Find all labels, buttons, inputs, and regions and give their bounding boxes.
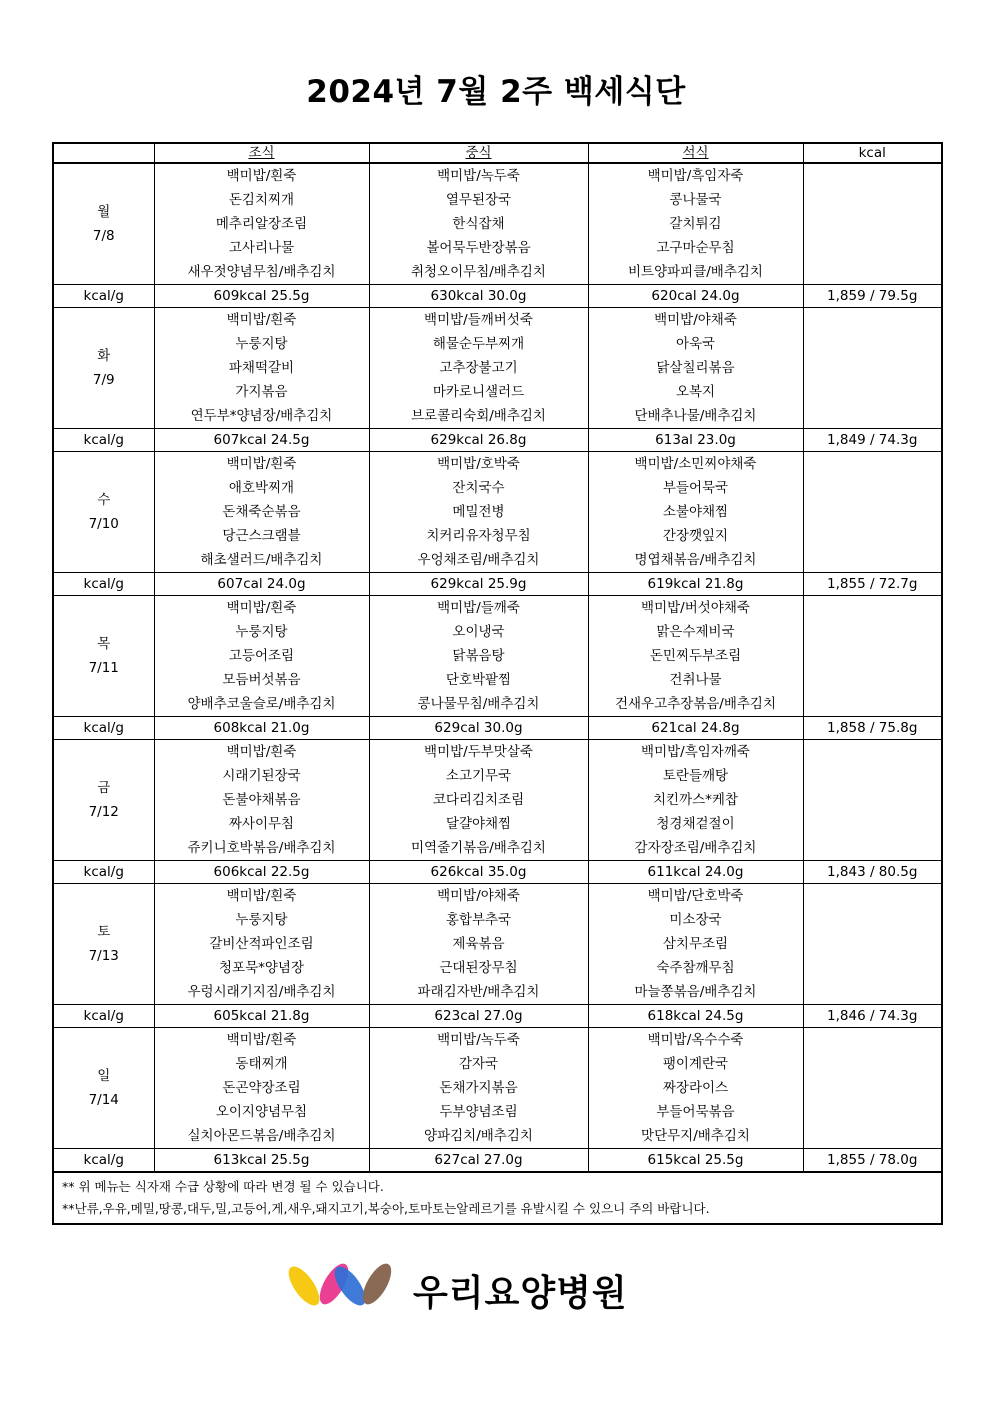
menu-item: 백미밥/옥수수죽 [647, 1032, 744, 1048]
day-name: 화 [97, 348, 111, 364]
menu-item: 고구마순무침 [656, 240, 735, 256]
menu-item: 돈채죽순볶음 [222, 504, 301, 520]
menu-item: 우렁시래기지짐/배추김치 [187, 984, 336, 1000]
lunch-menu-cell [369, 1028, 588, 1149]
day-name: 토 [97, 924, 111, 940]
menu-item: 마늘쫑볶음/배추김치 [634, 984, 757, 1000]
kcal-label: kcal/g [53, 1005, 154, 1028]
menu-item: 백미밥/들깨버섯죽 [424, 312, 533, 328]
kcal-empty-cell [803, 308, 942, 429]
notes-row [53, 1172, 942, 1224]
lunch-menu-cell [369, 884, 588, 1005]
menu-item: 건새우고추장볶음/배추김치 [614, 696, 777, 712]
menu-item: 백미밥/흰죽 [226, 312, 297, 328]
day-cell [53, 452, 154, 573]
menu-item: 갈치튀김 [669, 216, 722, 232]
menu-item: 두부양념조림 [439, 1104, 518, 1120]
menu-item: 새우젓양념무침/배추김치 [187, 264, 336, 280]
dinner-menu-cell [588, 884, 803, 1005]
day-date: 7/9 [92, 372, 115, 388]
menu-item: 백미밥/흰죽 [226, 744, 297, 760]
menu-item: 해초샐러드/배추김치 [200, 552, 323, 568]
breakfast-menu-cell [154, 740, 369, 861]
kcal-lunch: 629cal 30.0g [369, 717, 588, 740]
menu-item: 백미밥/호박죽 [437, 456, 520, 472]
menu-item: 짜장라이스 [662, 1080, 729, 1096]
menu-item: 코다리김치조림 [432, 792, 525, 808]
menu-item: 당근스크램블 [222, 528, 301, 544]
kcal-row [53, 717, 942, 740]
menu-item: 누룽지탕 [235, 912, 288, 928]
menu-item: 팽이계란국 [662, 1056, 729, 1072]
menu-item: 백미밥/녹두죽 [437, 168, 520, 184]
day-cell [53, 1028, 154, 1149]
menu-item: 홍합부추국 [445, 912, 512, 928]
menu-item: 백미밥/단호박죽 [647, 888, 744, 904]
menu-item: 쥬키니호박볶음/배추김치 [187, 840, 336, 856]
day-name: 수 [97, 492, 111, 508]
kcal-dinner: 615kcal 25.5g [588, 1149, 803, 1173]
menu-item: 돈불야채볶음 [222, 792, 301, 808]
header-breakfast: 조식 [154, 143, 369, 163]
kcal-label: kcal/g [53, 1149, 154, 1173]
kcal-breakfast: 607cal 24.0g [154, 573, 369, 596]
day-cell [53, 308, 154, 429]
menu-item: 미역줄기볶음/배추김치 [411, 840, 546, 856]
menu-item: 연두부*양념장/배추김치 [190, 408, 333, 424]
kcal-dinner: 611kcal 24.0g [588, 861, 803, 884]
menu-item: 콩나물국 [669, 192, 722, 208]
kcal-dinner: 618kcal 24.5g [588, 1005, 803, 1028]
menu-item: 양파김치/배추김치 [424, 1128, 533, 1144]
menu-table [52, 142, 943, 1225]
menu-item: 실치아몬드볶음/배추김치 [187, 1128, 336, 1144]
breakfast-menu-cell [154, 596, 369, 717]
kcal-empty-cell [803, 596, 942, 717]
kcal-label: kcal/g [53, 717, 154, 740]
kcal-total: 1,858 / 75.8g [803, 717, 942, 740]
menu-item: 백미밥/흰죽 [226, 888, 297, 904]
menu-item: 근대된장무침 [439, 960, 518, 976]
kcal-breakfast: 613kcal 25.5g [154, 1149, 369, 1173]
menu-item: 오복지 [675, 384, 716, 400]
day-date: 7/13 [88, 948, 119, 964]
note-line: ** 위 메뉴는 식자재 수급 상황에 따라 변경 될 수 있습니다. [62, 1179, 384, 1194]
menu-row [53, 452, 942, 573]
menu-item: 건취나물 [669, 672, 722, 688]
menu-item: 동태찌개 [235, 1056, 288, 1072]
menu-item: 우엉채조림/배추김치 [417, 552, 540, 568]
header-dinner: 석식 [588, 143, 803, 163]
day-name: 목 [97, 636, 111, 652]
menu-item: 청포묵*양념장 [219, 960, 304, 976]
dinner-menu-cell [588, 452, 803, 573]
lunch-menu-cell [369, 308, 588, 429]
day-name: 월 [97, 204, 111, 220]
menu-row [53, 740, 942, 861]
menu-item: 맛단무지/배추김치 [641, 1128, 750, 1144]
menu-item: 치커리유자청무침 [426, 528, 531, 544]
dinner-menu-cell [588, 163, 803, 285]
kcal-dinner: 620cal 24.0g [588, 285, 803, 308]
menu-item: 돈채가지볶음 [439, 1080, 518, 1096]
kcal-total: 1,859 / 79.5g [803, 285, 942, 308]
dinner-menu-cell [588, 308, 803, 429]
header-kcal: kcal [803, 143, 942, 163]
kcal-total: 1,846 / 74.3g [803, 1005, 942, 1028]
kcal-row [53, 861, 942, 884]
kcal-total: 1,855 / 72.7g [803, 573, 942, 596]
day-cell [53, 596, 154, 717]
menu-item: 오이냉국 [452, 624, 505, 640]
kcal-lunch: 626kcal 35.0g [369, 861, 588, 884]
kcal-total: 1,849 / 74.3g [803, 429, 942, 452]
menu-item: 백미밥/흰죽 [226, 168, 297, 184]
menu-item: 미소장국 [669, 912, 722, 928]
menu-item: 백미밥/흰죽 [226, 1032, 297, 1048]
menu-item: 가지볶음 [235, 384, 288, 400]
menu-item: 백미밥/흑임자죽 [647, 168, 744, 184]
menu-item: 잔치국수 [452, 480, 505, 496]
menu-item: 백미밥/소민찌야채죽 [634, 456, 757, 472]
menu-row [53, 1028, 942, 1149]
kcal-dinner: 613al 23.0g [588, 429, 803, 452]
logo-text: 우리요양병원 [413, 1273, 628, 1314]
header-row [53, 143, 942, 163]
menu-item: 파채떡갈비 [228, 360, 295, 376]
menu-item: 비트양파피클/배추김치 [628, 264, 763, 280]
menu-item: 백미밥/흰죽 [226, 600, 297, 616]
menu-item: 열무된장국 [445, 192, 512, 208]
menu-item: 누룽지탕 [235, 624, 288, 640]
menu-item: 삼치무조림 [662, 936, 729, 952]
menu-item: 백미밥/버섯야채죽 [641, 600, 750, 616]
note-line: **난류,우유,메밀,땅콩,대두,밀,고등어,게,새우,돼지고기,복숭아,토마토는알레르기를 유발시킬 수 있으니 주의 바랍니다. [62, 1201, 710, 1216]
day-date: 7/8 [92, 228, 115, 244]
menu-item: 아욱국 [675, 336, 716, 352]
menu-item: 오이지양념무침 [215, 1104, 308, 1120]
kcal-dinner: 621cal 24.8g [588, 717, 803, 740]
menu-item: 브로콜리숙회/배추김치 [411, 408, 546, 424]
page-title: 2024년 7월 2주 백세식단 [306, 74, 686, 110]
dinner-menu-cell [588, 596, 803, 717]
kcal-row [53, 285, 942, 308]
menu-item: 짜사이무침 [228, 816, 295, 832]
menu-item: 제육볶음 [452, 936, 505, 952]
logo-petal [283, 1262, 325, 1310]
kcal-lunch: 627cal 27.0g [369, 1149, 588, 1173]
kcal-dinner: 619kcal 21.8g [588, 573, 803, 596]
day-date: 7/11 [88, 660, 119, 676]
kcal-empty-cell [803, 163, 942, 285]
kcal-empty-cell [803, 452, 942, 573]
menu-item: 양배추코울슬로/배추김치 [187, 696, 336, 712]
kcal-lunch: 623cal 27.0g [369, 1005, 588, 1028]
header-lunch: 중식 [369, 143, 588, 163]
menu-item: 해물순두부찌개 [432, 336, 525, 352]
kcal-empty-cell [803, 740, 942, 861]
breakfast-menu-cell [154, 884, 369, 1005]
menu-row [53, 308, 942, 429]
menu-row [53, 884, 942, 1005]
menu-item: 콩나물무침/배추김치 [417, 696, 540, 712]
menu-item: 애호박찌개 [228, 480, 295, 496]
menu-item: 고등어조림 [228, 648, 295, 664]
menu-item: 감자장조림/배추김치 [634, 840, 757, 856]
kcal-label: kcal/g [53, 429, 154, 452]
kcal-total: 1,843 / 80.5g [803, 861, 942, 884]
menu-item: 닭볶음탕 [452, 648, 505, 664]
menu-item: 숙주참깨무침 [656, 960, 735, 976]
header-blank [53, 143, 154, 163]
dinner-menu-cell [588, 1028, 803, 1149]
menu-item: 맑은수제비국 [656, 624, 735, 640]
menu-item: 메밀전병 [452, 504, 505, 520]
lunch-menu-cell [369, 452, 588, 573]
menu-item: 달걀야채찜 [445, 816, 512, 832]
kcal-label: kcal/g [53, 861, 154, 884]
menu-item: 누룽지탕 [235, 336, 288, 352]
kcal-breakfast: 606kcal 22.5g [154, 861, 369, 884]
menu-item: 시래기된장국 [222, 768, 301, 784]
menu-item: 소고기무국 [445, 768, 512, 784]
menu-item: 한식잡채 [452, 216, 505, 232]
menu-item: 부들어묵국 [662, 480, 729, 496]
lunch-menu-cell [369, 740, 588, 861]
kcal-total: 1,855 / 78.0g [803, 1149, 942, 1173]
menu-item: 마카로니샐러드 [432, 384, 525, 400]
breakfast-menu-cell [154, 308, 369, 429]
menu-item: 고추장불고기 [439, 360, 518, 376]
menu-row [53, 596, 942, 717]
menu-item: 닭살칠리볶음 [656, 360, 735, 376]
menu-item: 토란들깨탕 [662, 768, 729, 784]
breakfast-menu-cell [154, 1028, 369, 1149]
menu-item: 모듬버섯볶음 [222, 672, 301, 688]
kcal-label: kcal/g [53, 573, 154, 596]
day-name: 금 [97, 780, 111, 796]
menu-row [53, 163, 942, 285]
kcal-breakfast: 609kcal 25.5g [154, 285, 369, 308]
menu-item: 백미밥/야채죽 [654, 312, 737, 328]
kcal-label: kcal/g [53, 285, 154, 308]
day-date: 7/10 [88, 516, 119, 532]
menu-item: 명엽채볶음/배추김치 [634, 552, 757, 568]
menu-item: 청경채겉절이 [656, 816, 735, 832]
menu-item: 백미밥/들깨죽 [437, 600, 520, 616]
kcal-row [53, 1149, 942, 1173]
kcal-row [53, 1005, 942, 1028]
menu-item: 돈김치찌개 [228, 192, 295, 208]
menu-item: 백미밥/흰죽 [226, 456, 297, 472]
menu-item: 부들어묵볶음 [656, 1104, 735, 1120]
day-name: 일 [97, 1068, 111, 1084]
day-cell [53, 740, 154, 861]
breakfast-menu-cell [154, 163, 369, 285]
day-cell [53, 884, 154, 1005]
day-date: 7/14 [88, 1092, 119, 1108]
kcal-row [53, 573, 942, 596]
menu-item: 취청오이무침/배추김치 [411, 264, 546, 280]
kcal-empty-cell [803, 1028, 942, 1149]
logo-mark-icon [282, 1262, 398, 1310]
menu-item: 백미밥/흑임자깨죽 [641, 744, 750, 760]
breakfast-menu-cell [154, 452, 369, 573]
kcal-breakfast: 608kcal 21.0g [154, 717, 369, 740]
menu-item: 백미밥/두부맛살죽 [424, 744, 533, 760]
kcal-lunch: 630kcal 30.0g [369, 285, 588, 308]
hospital-logo [282, 1262, 642, 1312]
menu-item: 치킨까스*케찹 [653, 792, 738, 808]
menu-item: 소불야채찜 [662, 504, 729, 520]
menu-item: 돈민찌두부조림 [649, 648, 742, 664]
day-cell [53, 163, 154, 285]
kcal-breakfast: 605kcal 21.8g [154, 1005, 369, 1028]
dinner-menu-cell [588, 740, 803, 861]
menu-item: 갈비산적파인조림 [209, 936, 314, 952]
menu-item: 백미밥/녹두죽 [437, 1032, 520, 1048]
menu-item: 파래김자반/배추김치 [417, 984, 540, 1000]
menu-item: 간장깻잎지 [662, 528, 729, 544]
menu-item: 고사리나물 [228, 240, 295, 256]
lunch-menu-cell [369, 596, 588, 717]
lunch-menu-cell [369, 163, 588, 285]
kcal-empty-cell [803, 884, 942, 1005]
menu-item: 돈곤약장조림 [222, 1080, 301, 1096]
kcal-lunch: 629kcal 25.9g [369, 573, 588, 596]
menu-item: 단호박팥찜 [445, 672, 512, 688]
kcal-breakfast: 607kcal 24.5g [154, 429, 369, 452]
day-date: 7/12 [88, 804, 119, 820]
notes-cell [53, 1172, 942, 1224]
menu-item: 단배추나물/배추김치 [634, 408, 757, 424]
menu-item: 볼어묵두반장볶음 [426, 240, 531, 256]
menu-item: 백미밥/야채죽 [437, 888, 520, 904]
kcal-lunch: 629kcal 26.8g [369, 429, 588, 452]
menu-item: 감자국 [458, 1056, 499, 1072]
menu-item: 메추리알장조림 [215, 216, 308, 232]
kcal-row [53, 429, 942, 452]
